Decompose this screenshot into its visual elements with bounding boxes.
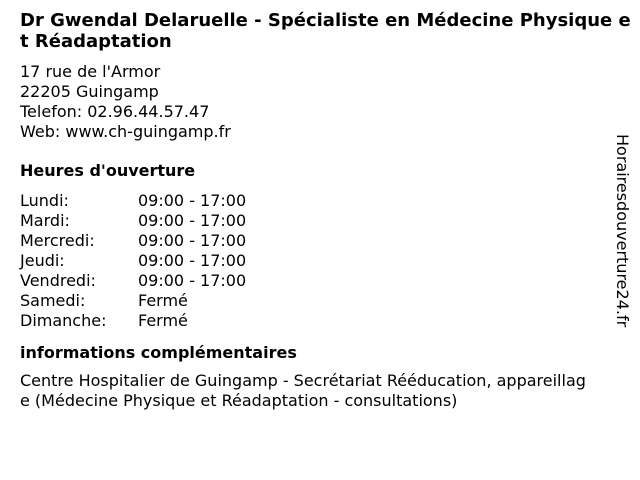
day-label: Vendredi: — [20, 271, 96, 290]
time-value: Fermé — [138, 291, 188, 310]
address-block — [20, 62, 632, 142]
website-line: Web: www.ch-guingamp.fr — [20, 122, 231, 141]
day-label: Mercredi: — [20, 231, 95, 250]
day-label: Mardi: — [20, 211, 70, 230]
time-value: 09:00 - 17:00 — [138, 251, 247, 270]
time-value: 09:00 - 17:00 — [138, 231, 247, 250]
opening-hours-heading: Heures d'ouverture — [20, 161, 196, 180]
hours-row-monday — [20, 191, 632, 211]
hours-row-friday — [20, 271, 632, 291]
hours-row-tuesday — [20, 211, 632, 231]
hours-row-wednesday — [20, 231, 632, 251]
day-label: Dimanche: — [20, 311, 107, 330]
site-brand-vertical: Horairesdouverture24.fr — [613, 134, 632, 328]
day-label: Lundi: — [20, 191, 69, 210]
time-value: Fermé — [138, 311, 188, 330]
day-label: Samedi: — [20, 291, 86, 310]
additional-info-text: Centre Hospitalier de Guingamp - Secrétariat Rééducation, appareillage (Médecine Physique et Réadaptation - consultations) — [20, 371, 586, 410]
listing-content — [20, 10, 632, 411]
day-label: Jeudi: — [20, 251, 65, 270]
opening-hours-table — [20, 191, 632, 331]
page-title: Dr Gwendal Delaruelle - Spécialiste en Médecine Physique et Réadaptation — [20, 10, 631, 52]
address-street: 17 rue de l'Armor — [20, 62, 161, 81]
address-city: 22205 Guingamp — [20, 82, 159, 101]
additional-info-heading: informations complémentaires — [20, 343, 297, 362]
phone-line: Telefon: 02.96.44.57.47 — [20, 102, 210, 121]
hours-row-thursday — [20, 251, 632, 271]
time-value: 09:00 - 17:00 — [138, 271, 247, 290]
time-value: 09:00 - 17:00 — [138, 191, 247, 210]
hours-row-saturday — [20, 291, 632, 311]
time-value: 09:00 - 17:00 — [138, 211, 247, 230]
hours-row-sunday — [20, 311, 632, 331]
